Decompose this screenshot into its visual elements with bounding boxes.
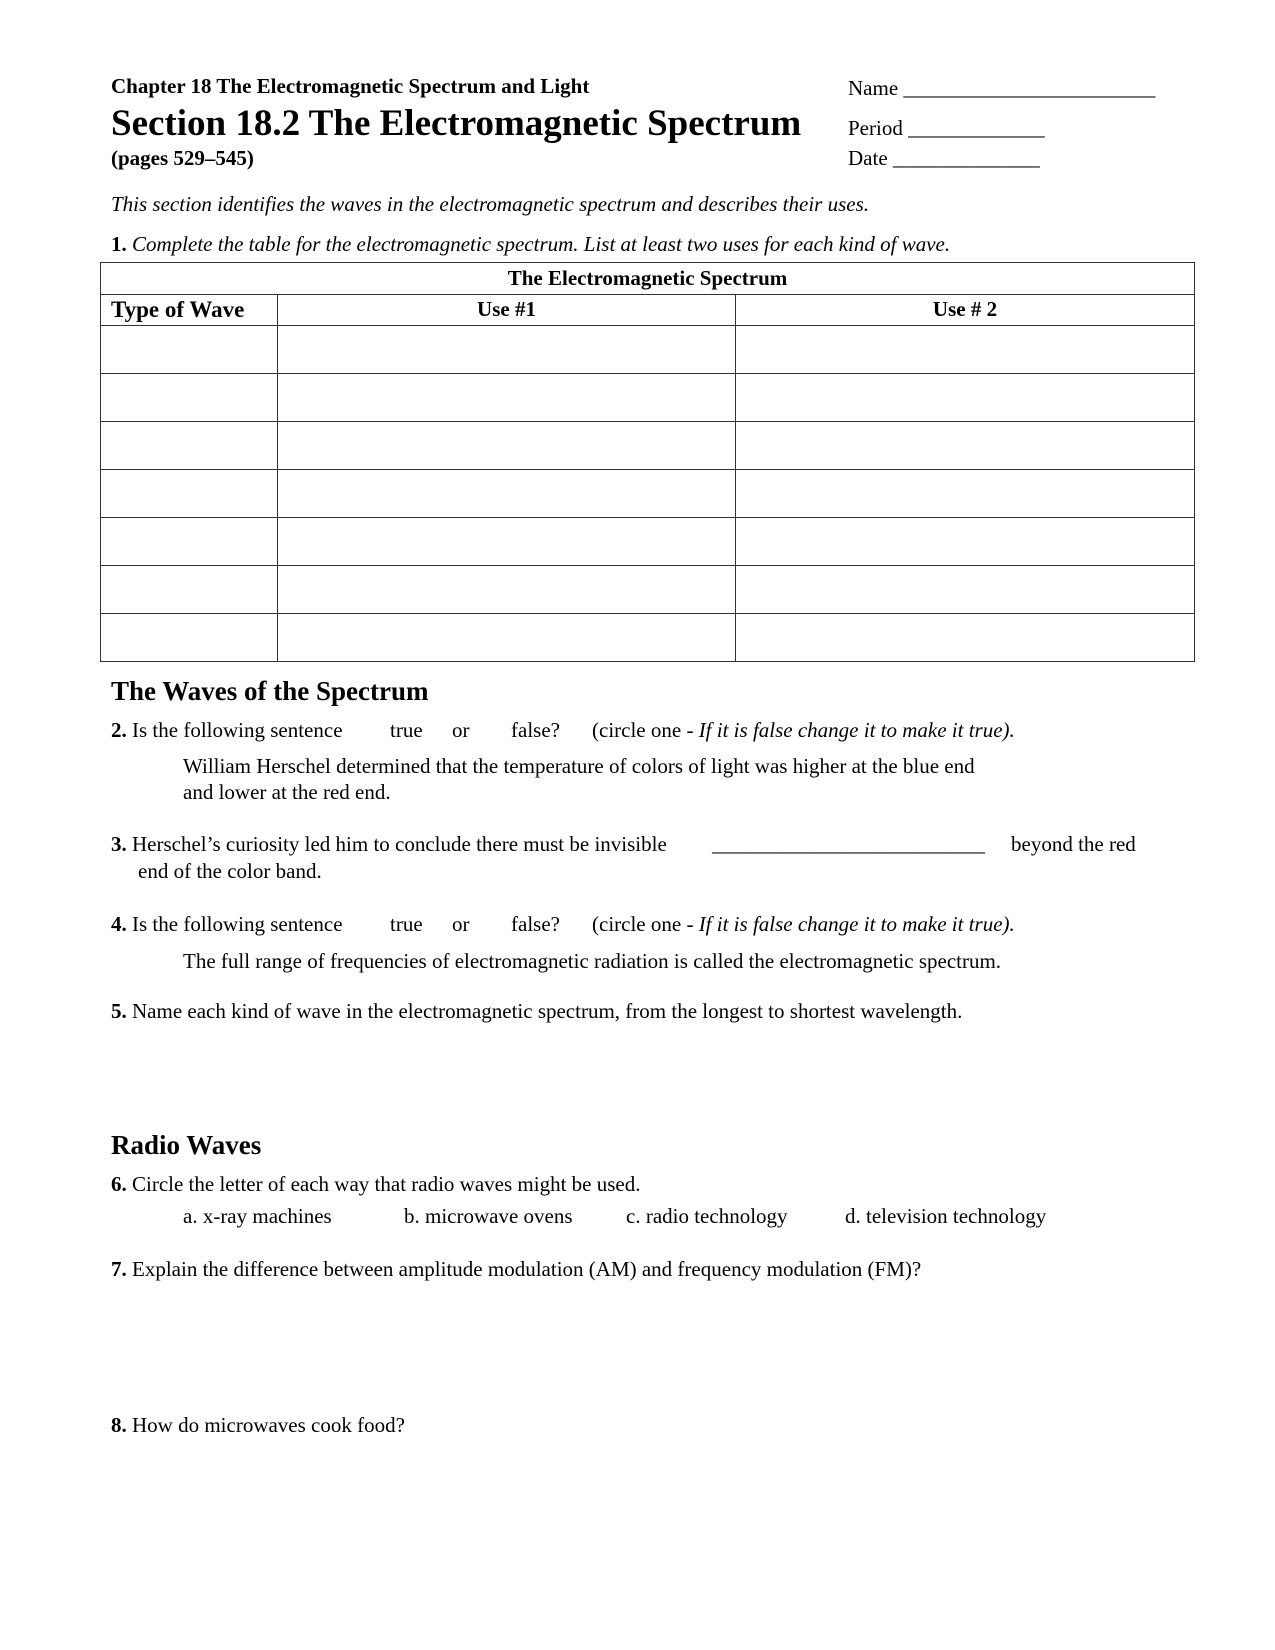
or-connector: or [452,718,470,742]
use1-cell[interactable] [278,422,736,470]
question-number: 8. [111,1413,127,1437]
q4-statement: The full range of frequencies of electromagnetic radiation is called the electromagnetic spectrum. [183,949,1002,973]
section-intro: This section identifies the waves in the electromagnetic spectrum and describes their uses. [111,192,869,216]
instruction-plain: (circle one - [592,912,699,936]
name-field[interactable] [848,76,1155,101]
option-a[interactable]: a. x-ray machines [183,1204,332,1228]
false-option[interactable]: false? [511,718,560,742]
table-row [101,566,1195,614]
wave-type-cell[interactable] [101,566,278,614]
question-text-after: beyond the red [1011,832,1136,856]
em-spectrum-table [100,262,1195,662]
q2-statement-line1: William Herschel determined that the temperature of colors of light was higher at the blue end [183,754,975,778]
question-number: 6. [111,1172,127,1196]
instruction-italic: If it is false change it to make it true). [698,718,1015,742]
column-header-use2: Use # 2 [736,294,1195,326]
instruction-plain: (circle one - [592,718,699,742]
option-b[interactable]: b. microwave ovens [404,1204,573,1228]
date-label: Date [848,146,888,170]
question-number: 5. [111,999,127,1023]
question-prompt: Is the following sentence [132,718,343,742]
use1-cell[interactable] [278,326,736,374]
question-number: 4. [111,912,127,936]
question-4 [111,912,343,937]
table-title: The Electromagnetic Spectrum [101,263,1195,295]
period-label: Period [848,116,903,140]
answer-blank[interactable]: __________________________ [712,832,985,856]
question-6 [111,1172,640,1197]
question-3 [111,832,667,857]
period-field[interactable] [848,116,1045,141]
chapter-title: Chapter 18 The Electromagnetic Spectrum and Light [111,74,590,98]
question-3-line2: end of the color band. [138,859,322,883]
question-text: Complete the table for the electromagnetic spectrum. List at least two uses for each kind of wave. [132,232,951,256]
column-header-type: Type of Wave [101,294,278,326]
question-number: 3. [111,832,127,856]
question-text: How do microwaves cook food? [132,1413,405,1437]
question-7 [111,1257,921,1282]
question-text: Circle the letter of each way that radio waves might be used. [132,1172,641,1196]
page-range: (pages 529–545) [111,146,254,170]
option-d[interactable]: d. television technology [845,1204,1047,1228]
circle-instruction [592,718,1015,743]
true-option[interactable]: true [390,912,423,936]
radio-waves-heading: Radio Waves [111,1130,262,1160]
use2-cell[interactable] [736,613,1195,661]
wave-type-cell[interactable] [101,374,278,422]
option-c[interactable]: c. radio technology [626,1204,788,1228]
table-row [101,518,1195,566]
question-2 [111,718,343,743]
question-number: 1. [111,232,127,256]
date-field[interactable] [848,146,1040,171]
waves-section-heading: The Waves of the Spectrum [111,676,429,706]
table-row [101,613,1195,661]
question-8 [111,1413,405,1438]
use1-cell[interactable] [278,470,736,518]
period-blank[interactable]: _____________ [908,116,1045,140]
false-option[interactable]: false? [511,912,560,936]
use2-cell[interactable] [736,518,1195,566]
table-row [101,326,1195,374]
instruction-italic: If it is false change it to make it true). [698,912,1015,936]
wave-type-cell[interactable] [101,422,278,470]
question-1 [111,232,950,257]
table-row [101,374,1195,422]
question-5 [111,999,962,1024]
use2-cell[interactable] [736,374,1195,422]
use2-cell[interactable] [736,422,1195,470]
use1-cell[interactable] [278,374,736,422]
use1-cell[interactable] [278,613,736,661]
name-blank[interactable]: ________________________ [903,76,1156,100]
question-number: 7. [111,1257,127,1281]
wave-type-cell[interactable] [101,613,278,661]
date-blank[interactable]: ______________ [892,146,1040,170]
use2-cell[interactable] [736,566,1195,614]
wave-type-cell[interactable] [101,470,278,518]
question-text: Herschel’s curiosity led him to conclude there must be invisible [132,832,667,856]
column-header-use1: Use #1 [278,294,736,326]
true-option[interactable]: true [390,718,423,742]
wave-type-cell[interactable] [101,518,278,566]
use1-cell[interactable] [278,566,736,614]
section-title: Section 18.2 The Electromagnetic Spectrum [111,103,802,144]
table-row [101,422,1195,470]
use2-cell[interactable] [736,326,1195,374]
q2-statement-line2: and lower at the red end. [183,780,391,804]
question-prompt: Is the following sentence [132,912,343,936]
name-label: Name [848,76,899,100]
question-number: 2. [111,718,127,742]
question-text: Explain the difference between amplitude modulation (AM) and frequency modulation (FM)? [132,1257,922,1281]
use1-cell[interactable] [278,518,736,566]
use2-cell[interactable] [736,470,1195,518]
table-row [101,470,1195,518]
circle-instruction [592,912,1015,937]
or-connector: or [452,912,470,936]
question-text: Name each kind of wave in the electromagnetic spectrum, from the longest to shortest wavelength. [132,999,963,1023]
wave-type-cell[interactable] [101,326,278,374]
